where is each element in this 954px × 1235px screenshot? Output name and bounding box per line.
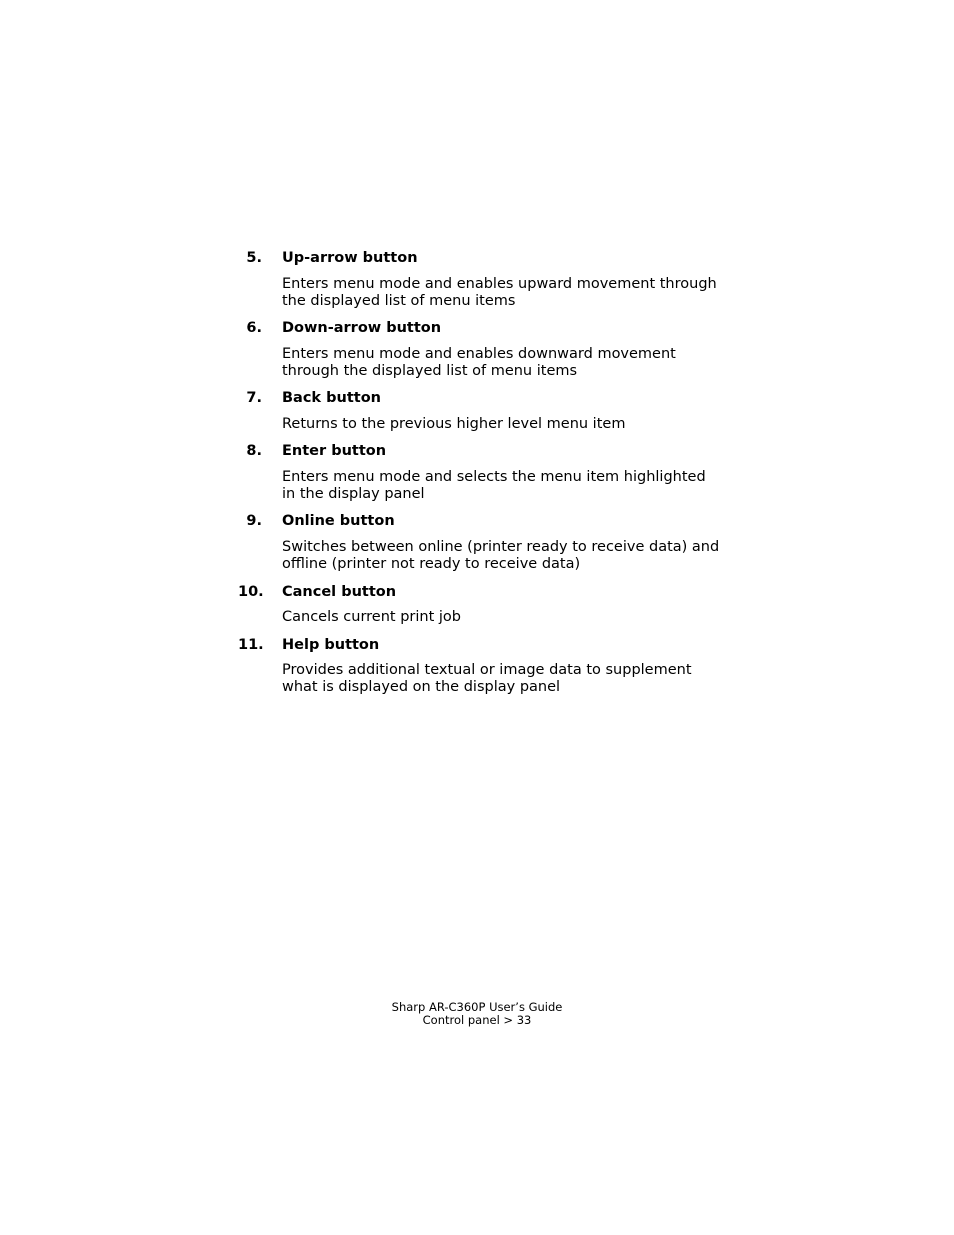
list-item-number: 10. (238, 584, 264, 600)
list-item-number: 8. (246, 443, 262, 459)
list-item-description: Enters menu mode and enables downward movement through the displayed list of menu items (282, 346, 676, 379)
list-item-title (238, 582, 718, 602)
list-item-heading: Online button (282, 513, 395, 529)
list-item-heading: Up-arrow button (282, 250, 418, 266)
page-footer (0, 1001, 954, 1026)
list-item-description: Returns to the previous higher level menu item (282, 416, 626, 432)
list-item-title (238, 511, 718, 531)
list-item-number: 9. (246, 513, 262, 529)
list-item-number: 11. (238, 637, 264, 653)
list-item-heading: Enter button (282, 443, 387, 459)
list-item-title (238, 248, 718, 268)
list-item-heading: Back button (282, 390, 381, 406)
list-item-description: Enters menu mode and enables upward movement through the displayed list of menu items (282, 276, 717, 309)
list-item-heading: Cancel button (282, 584, 397, 600)
list-item-number: 7. (246, 390, 262, 406)
list-item-description: Switches between online (printer ready to receive data) and offline (printer not ready to receive data) (282, 539, 720, 572)
list-item-heading: Help button (282, 637, 380, 653)
footer-page-reference: Control panel > 33 (422, 1012, 532, 1027)
footer-guide-title: Sharp AR-C360P User’s Guide (391, 1000, 563, 1014)
list-item-description: Provides additional textual or image data to supplement what is displayed on the display panel (282, 662, 692, 695)
list-item-number: 5. (246, 250, 262, 266)
list-item-description: Enters menu mode and selects the menu item highlighted in the display panel (282, 469, 706, 502)
list-item-title (238, 388, 718, 408)
list-item-title (238, 635, 718, 655)
list-item-title (238, 318, 718, 338)
list-item-number: 6. (246, 320, 262, 336)
list-item-description: Cancels current print job (282, 609, 461, 625)
list-item-heading: Down-arrow button (282, 320, 442, 336)
list-item-title (238, 441, 718, 461)
